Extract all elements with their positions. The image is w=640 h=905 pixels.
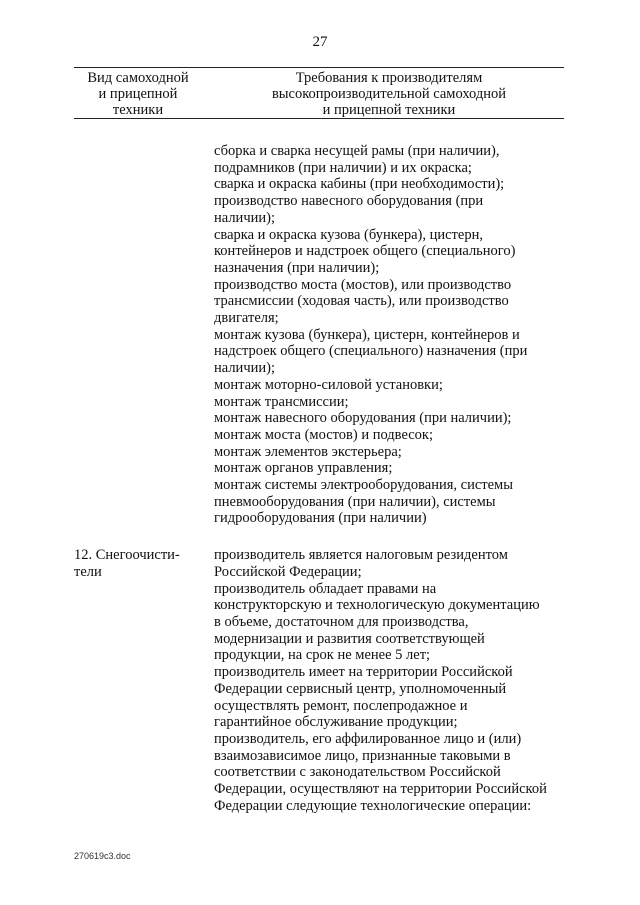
column-header-line: техники [112, 102, 164, 118]
column-header-line: высокопроизводительной самоходной [271, 86, 507, 102]
requirement-line: взаимозависимое лицо, признанные таковыми в [214, 747, 511, 764]
requirement-line: надстроек общего (специального) назначения (при [214, 343, 528, 360]
requirement-line: продукции, на срок не менее 5 лет; [214, 647, 431, 664]
column-header-line: Вид самоходной [87, 70, 189, 86]
requirement-line: производитель обладает правами на [214, 580, 437, 597]
table-body [0, 143, 640, 814]
column-header-line: и прицепной техники [322, 102, 456, 118]
requirement-line: монтаж элементов экстерьера; [214, 443, 402, 460]
requirement-line: Российской Федерации; [214, 563, 362, 580]
requirement-line: пневмооборудования (при наличии), системы [214, 493, 496, 510]
requirement-line: гарантийное обслуживание продукции; [214, 714, 458, 731]
requirement-line: в объеме, достаточном для производства, [214, 613, 469, 630]
column-header-vehicle-type [74, 70, 202, 118]
requirement-line: производство моста (мостов), или производство [214, 276, 512, 293]
requirement-line: Федерации сервисный центр, уполномоченный [214, 680, 507, 697]
requirement-line: контейнеров и надстроек общего (специального) [214, 243, 516, 260]
requirement-line: производитель является налоговым резидентом [214, 547, 508, 564]
requirement-line: монтаж навесного оборудования (при наличии); [214, 410, 512, 427]
column-header-requirements [214, 70, 564, 118]
requirements-cell [214, 143, 568, 527]
table-header-top-border [74, 67, 564, 68]
requirements-cell [214, 547, 568, 814]
requirement-line: подрамников (при наличии) и их окраска; [214, 159, 472, 176]
page-number: 27 [312, 34, 328, 50]
requirement-line: сборка и сварка несущей рамы (при наличии), [214, 143, 500, 159]
vehicle-type-line: тели [74, 563, 102, 580]
table-row [0, 547, 640, 814]
vehicle-type-cell [74, 143, 204, 527]
requirement-line: производитель имеет на территории Российской [214, 664, 513, 681]
requirement-line: монтаж кузова (бункера), цистерн, контейнеров и [214, 326, 520, 343]
requirement-line: гидрооборудования (при наличии) [214, 510, 427, 527]
requirement-line: назначения (при наличии); [214, 259, 380, 276]
requirement-line: модернизации и развития соответствующей [214, 630, 485, 647]
document-filename: 270619c3.doc [74, 851, 131, 861]
requirement-line: трансмиссии (ходовая часть), или производство [214, 293, 509, 310]
requirement-line: сварка и окраска кузова (бункера), цистерн, [214, 226, 483, 243]
requirement-line: Федерации, осуществляют на территории Российской [214, 781, 547, 798]
requirement-line: монтаж трансмиссии; [214, 393, 349, 410]
requirement-line: монтаж моста (мостов) и подвесок; [214, 426, 433, 443]
table-row [0, 143, 640, 527]
requirement-line: монтаж органов управления; [214, 460, 393, 477]
requirement-line: конструкторскую и технологическую документацию [214, 597, 540, 614]
vehicle-type-cell [74, 547, 204, 814]
requirement-line: производитель, его аффилированное лицо и (или) [214, 730, 522, 747]
requirement-line: осуществлять ремонт, послепродажное и [214, 697, 468, 714]
column-header-line: Требования к производителям [295, 70, 483, 86]
table-header-bottom-border [74, 118, 564, 119]
requirement-line: Федерации следующие технологические операции: [214, 797, 532, 814]
requirement-line: двигателя; [214, 310, 279, 327]
requirement-line: соответствии с законодательством Российской [214, 764, 501, 781]
requirement-line: сварка и окраска кабины (при необходимости); [214, 176, 505, 193]
requirement-line: монтаж системы электрооборудования, системы [214, 477, 513, 494]
column-header-line: и прицепной [98, 86, 178, 102]
requirement-line: монтаж моторно-силовой установки; [214, 376, 443, 393]
requirement-line: наличии); [214, 209, 275, 226]
requirement-line: наличии); [214, 360, 275, 377]
vehicle-type-line: 12. Снегоочисти- [74, 547, 180, 564]
requirement-line: производство навесного оборудования (при [214, 193, 484, 210]
